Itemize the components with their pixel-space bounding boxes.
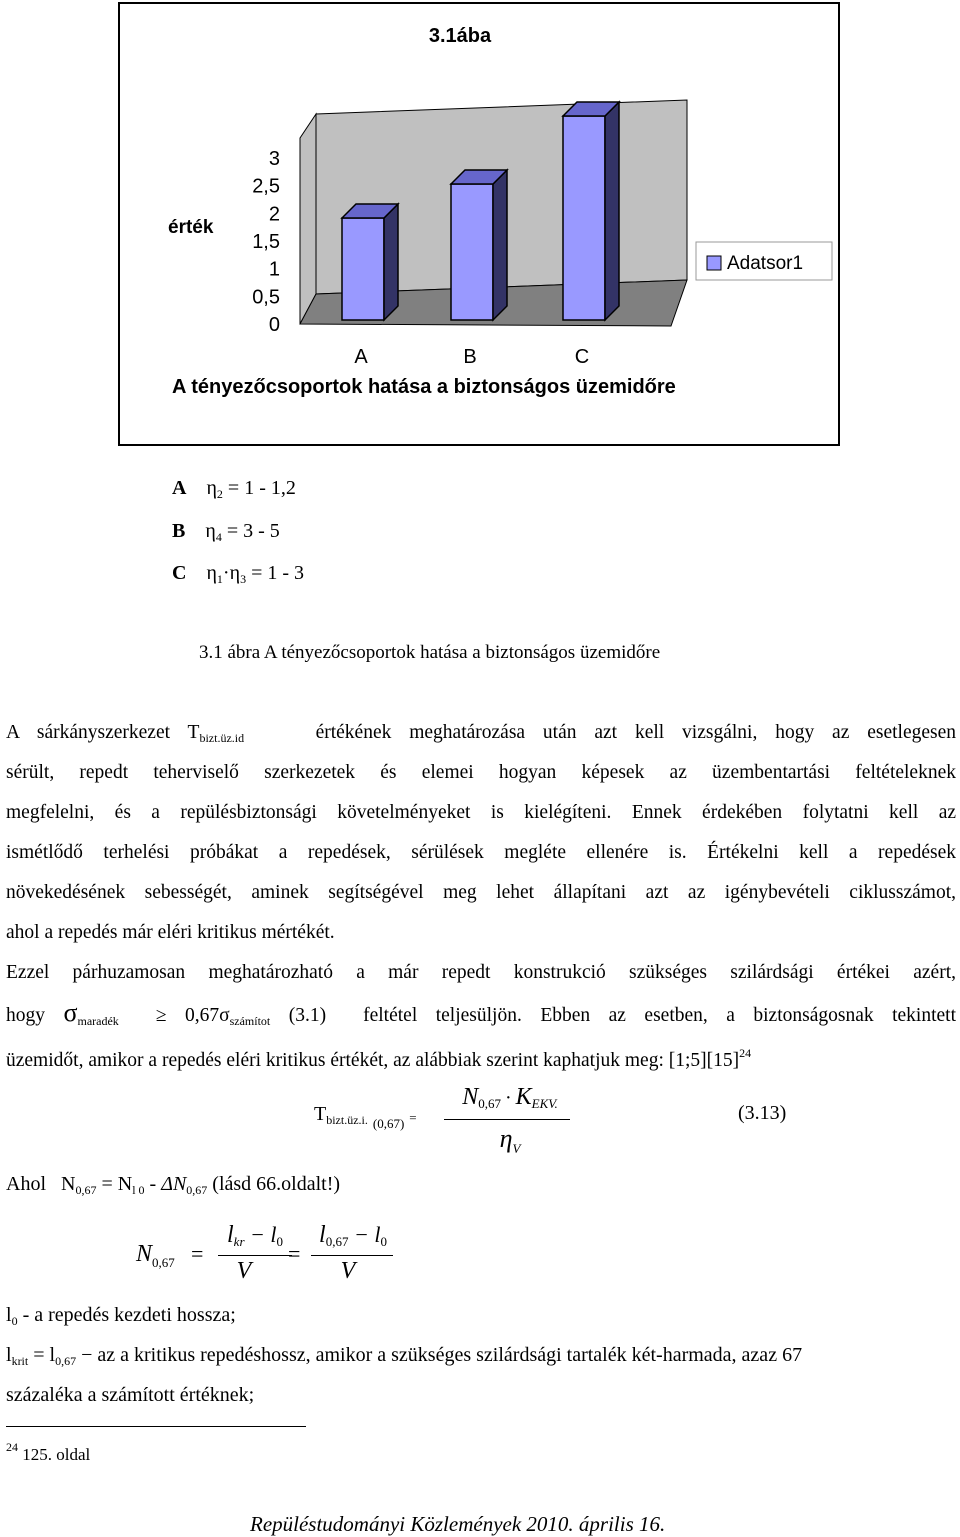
figure-caption: 3.1 ábra A tényezőcsoportok hatása a biztonságos üzemidőre — [199, 642, 661, 663]
eq2-frac2-den: V — [340, 1258, 356, 1284]
bar-side-c — [605, 102, 619, 320]
eq1-den-eta: η — [499, 1124, 513, 1153]
ahol-line — [6, 1173, 340, 1198]
eq1-arg: (0,67) — [372, 1116, 405, 1131]
eq1-lhs — [314, 1103, 417, 1132]
ahol-minus: - — [144, 1173, 162, 1195]
eq2-frac1-num — [214, 1222, 296, 1250]
p2-sup: 24 — [739, 1046, 752, 1060]
side-wall — [300, 114, 316, 324]
eq1-num-K: K — [515, 1084, 532, 1110]
bar-side-a — [384, 204, 398, 320]
ahol-N: N — [61, 1173, 76, 1195]
footnote-rule — [6, 1426, 306, 1427]
legend-swatch — [707, 256, 721, 270]
y-tick-label: 2,5 — [252, 175, 280, 198]
eq1-Tsub: bizt.üz.i. — [326, 1113, 368, 1127]
eq1-num-N: N — [462, 1084, 479, 1110]
footnote-sup: 24 — [6, 1440, 18, 1454]
row-c — [172, 562, 304, 587]
paragraph-1-line-1 — [6, 713, 956, 758]
def2-eq: = l — [28, 1344, 56, 1366]
x-tick-label: A — [354, 346, 368, 368]
def2-l: l — [6, 1344, 12, 1366]
x-tick-label: B — [463, 346, 477, 368]
ahol-rest: (lásd 66.oldalt!) — [207, 1173, 341, 1195]
eq1-T: T — [314, 1103, 327, 1125]
eq2-f2-sub2: 0 — [380, 1234, 387, 1249]
paragraph-2-line-1: Ezzel párhuzamosan meghatározható a már repedt konstrukció szükséges szilárdsági értékei azért, — [6, 962, 956, 983]
p2-sub1: maradék — [77, 1014, 119, 1028]
eq2-frac1-den: V — [236, 1258, 252, 1284]
definition-lkrit — [6, 1344, 802, 1369]
eq1-eq: = — [409, 1110, 417, 1125]
y-tick-label: 1 — [268, 258, 280, 281]
paragraph-1-line-5: növekedésének sebességét, aminek segítségével meg lehet állapítani azt az igénybevételi ciklusszámot, — [6, 882, 956, 903]
eq2-frac2-line — [311, 1255, 393, 1256]
def1-l: l — [6, 1304, 12, 1326]
eq2-N: N — [136, 1241, 153, 1267]
eq2-lhs — [136, 1241, 175, 1271]
p1-a: A sárkányszerkezet T — [6, 722, 200, 743]
row-b-letter: B — [172, 520, 186, 542]
legend — [696, 242, 832, 280]
y-tick-label: 3 — [268, 148, 280, 170]
row-a-sub: 2 — [216, 487, 223, 501]
ahol-s1: 0,67 — [75, 1183, 97, 1197]
eq1-num-Ksub: EKV. — [531, 1096, 558, 1111]
row-c-letter: C — [172, 562, 187, 584]
eq1-den-sub: V — [512, 1141, 521, 1156]
bar-c — [563, 116, 605, 320]
y-tick-label: 2 — [268, 203, 280, 226]
row-a-rest: = 1 - 1,2 — [222, 477, 296, 499]
eq1-label: (3.13) — [738, 1102, 787, 1124]
y-tick-labels — [252, 148, 280, 336]
def2-rest: − az a kritikus repedéshossz, amikor a szükséges szilárdsági tartalék két-harmada, azaz 67 — [76, 1344, 803, 1366]
row-c-sub2: 3 — [240, 572, 247, 586]
paragraph-1-line-3: megfelelni, és a repülésbiztonsági követelményeket is kielégíteni. Ennek érdekében folytatni kell az — [6, 802, 956, 823]
definition-l0 — [6, 1304, 236, 1329]
chart-xlabel: A tényezőcsoportok hatása a biztonságos üzemidőre — [172, 376, 676, 398]
footnote — [6, 1440, 90, 1465]
p2-l3: üzemidőt, amikor a repedés eléri kritikus értékét, az alábbiak szerint kaphatjuk meg: [1;5][15] — [6, 1050, 740, 1071]
row-b-rest: = 3 - 5 — [221, 520, 280, 542]
chart-area — [118, 2, 840, 446]
y-tick-label: 0,5 — [252, 286, 280, 309]
x-tick-labels — [354, 346, 589, 368]
p2-rest: feltétel teljesüljön. Ebben az esetben, a biztonságosnak tekintett — [363, 1005, 956, 1026]
legend-label: Adatsor1 — [727, 253, 804, 274]
row-c-sub: 1 — [216, 572, 223, 586]
paragraph-1-line-2: sérült, repedt teherviselő szerkezetek és elemei hogyan képesek az üzembentartási feltételeknek — [6, 762, 956, 783]
p1-sub: bizt.üz.id — [199, 731, 245, 745]
eq2-f1-sub: kr — [233, 1234, 245, 1249]
def2-sub2: 0,67 — [55, 1354, 77, 1368]
eq2-eq2: = — [288, 1241, 301, 1266]
eq1-denominator — [440, 1124, 580, 1157]
row-a-letter: A — [172, 477, 187, 499]
bar-a — [342, 218, 384, 320]
page-footer: Repüléstudományi Közlemények 2010. április 16. — [250, 1512, 666, 1536]
row-b-eta: η — [205, 520, 216, 542]
paragraph-2-line-3 — [6, 1033, 956, 1081]
y-tick-label: 0 — [268, 314, 280, 336]
row-a — [172, 477, 296, 502]
ahol-delta: ΔN — [161, 1173, 187, 1195]
def1-rest: - a repedés kezdeti hossza; — [17, 1304, 236, 1326]
eq2-frac1-line — [218, 1255, 292, 1256]
p2-geq: ≥ — [155, 1005, 167, 1026]
row-b-sub: 4 — [215, 530, 222, 544]
p2-sigma: σ — [63, 998, 78, 1027]
def1-sub: 0 — [11, 1314, 18, 1328]
bar-chart — [120, 4, 842, 448]
ahol-a: Ahol — [6, 1173, 46, 1195]
row-c-dot: · — [222, 562, 230, 584]
row-c-eta2: η — [229, 562, 241, 584]
eq2-f1-minus: − l — [244, 1222, 277, 1247]
eq2-Nsub: 0,67 — [152, 1255, 175, 1270]
eq1-fraction-line — [444, 1119, 570, 1120]
row-c-rest: = 1 - 3 — [246, 562, 305, 584]
eq2-eq1: = — [191, 1241, 204, 1266]
bar-side-b — [493, 170, 507, 320]
y-tick-label: 1,5 — [252, 231, 280, 253]
p2-hogy: hogy — [6, 1005, 45, 1026]
eq1-numerator — [440, 1084, 580, 1112]
p2-val: 0,67σ — [184, 1005, 230, 1026]
p2-ref: (3.1) — [288, 1005, 327, 1026]
eq2-f2-sub: 0,67 — [325, 1234, 349, 1249]
row-c-eta: η — [206, 562, 217, 584]
p1-b: értékének meghatározása után azt kell vizsgálni, hogy az esetlegesen — [315, 722, 957, 743]
p2-sub2: számítot — [229, 1014, 271, 1028]
eq2-f1-sub2: 0 — [276, 1234, 283, 1249]
row-b — [172, 520, 280, 545]
footnote-text: 125. oldal — [18, 1445, 91, 1464]
ahol-s3: 0,67 — [186, 1183, 208, 1197]
chart-ylabel: érték — [168, 217, 214, 238]
ahol-s2: l 0 — [132, 1183, 145, 1197]
eq2-f2-num: l — [319, 1222, 326, 1248]
chart-title: 3.1ába — [428, 25, 492, 47]
eq2-f1-num: l — [227, 1222, 234, 1248]
row-a-eta: η — [206, 477, 217, 499]
paragraph-1-line-6: ahol a repedés már eléri kritikus mértékét. — [6, 922, 335, 943]
eq2-f2-minus: − l — [348, 1222, 381, 1247]
x-tick-label: C — [574, 346, 590, 368]
definition-lkrit-line-2: százaléka a számított értéknek; — [6, 1384, 255, 1406]
eq1-num-dot: · — [504, 1087, 512, 1109]
eq1-num-Nsub: 0,67 — [478, 1096, 501, 1111]
ahol-eq: = N — [96, 1173, 133, 1195]
bar-b — [451, 184, 493, 320]
eq2-frac2-num — [308, 1222, 398, 1250]
def2-sub: krit — [11, 1354, 29, 1368]
paragraph-1-line-4: ismétlődő terhelési próbákat a repedések, sérülések megléte ellenére is. Értékelni kell a repedések — [6, 842, 956, 863]
